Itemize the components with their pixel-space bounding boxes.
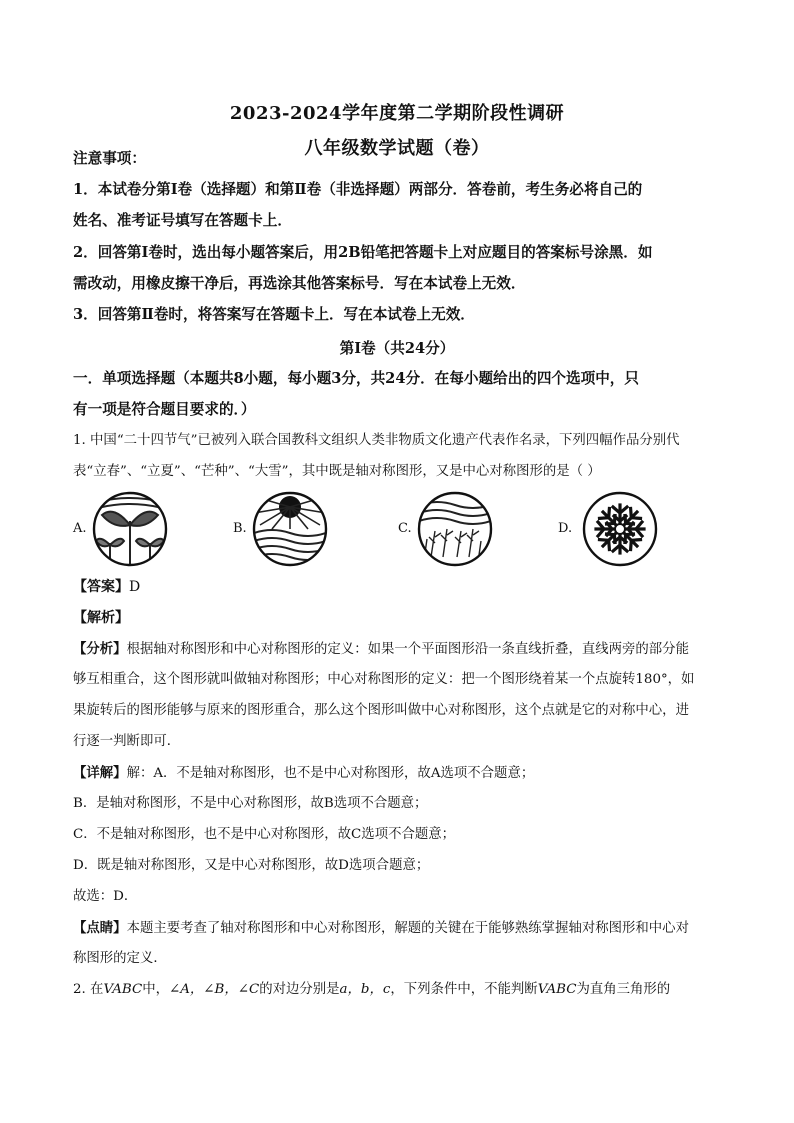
q2-sides: a，b，c [339,982,391,997]
q1-fenxi-line-4: 行逐一判断即可． [73,734,181,749]
q2-stem-line-1 [73,979,723,1001]
q1-xiangjie-line-4: D．既是轴对称图形，又是中心对称图形，故D选项合题意； [73,858,430,873]
analysis-tag: 【解析】 [73,610,129,626]
q1-answer [73,576,723,598]
q1-analysis-tag [73,607,723,629]
part-heading-line-2: 有一项是符合题目要求的．） [73,401,256,418]
q1-fenxi-line-1 [73,638,723,661]
option-b-figure [252,491,328,567]
answer-tag: 【答案】 [73,579,129,595]
q2-text-4: ，下列条件中，不能判断 [390,982,538,997]
q1-fenxi-line-3: 果旋转后的图形能够与原来的图形重合，那么这个图形叫做中心对称图形，这个点就是它的对称中心，进 [73,703,689,718]
option-c-label: C. [398,521,412,536]
q1-xiangjie-line-1 [73,762,723,785]
q1-xiangjie-line-3: C．不是轴对称图形，也不是中心对称图形，故C选项不合题意； [73,827,456,842]
fenxi-text-1: 根据轴对称图形和中心对称图形的定义：如果一个平面图形沿一条直线折叠，直线两旁的部分能 [126,642,689,657]
notice-item-3: 3．回答第Ⅱ卷时，将答案写在答题卡上．写在本试卷上无效． [73,306,475,323]
q2-text-5: 为直角三角形的 [576,982,671,997]
exam-title: 2023-2024学年度第二学期阶段性调研 [229,103,565,124]
option-c-figure [417,491,493,567]
notice-item-1-line-1: 1．本试卷分第Ⅰ卷（选择题）和第Ⅱ卷（非选择题）两部分．答卷前，考生务必将自己的 [73,181,643,198]
dianjing-tag: 【点睛】 [73,920,127,936]
notice-item-2-line-2: 需改动，用橡皮擦干净后，再选涂其他答案标号．写在本试卷上无效． [73,275,526,292]
answer-value: D [129,579,141,595]
dianjing-text-1: 本题主要考查了轴对称图形和中心对称图形，解题的关键在于能够熟练掌握轴对称图形和中心对 [126,921,689,936]
q2-triangle-symbol-2: VABC [537,982,577,997]
part-heading-line-1: 一．单项选择题（本题共8小题，每小题3分，共24分．在每小题给出的四个选项中，只 [73,370,639,387]
q1-xiangjie-line-2: B．是轴对称图形，不是中心对称图形，故B选项不合题意； [73,796,428,811]
exam-subtitle: 八年级数学试题（卷） [304,138,490,159]
q2-angles: ∠A，∠B，∠C [169,982,260,997]
option-a-figure [92,491,168,567]
q2-triangle-symbol: VABC [103,982,143,997]
option-a-label: A. [73,521,87,536]
q1-fenxi-line-2: 够互相重合，这个图形就叫做轴对称图形；中心对称图形的定义：把一个图形绕着某一个点旋转180°，如 [73,672,695,687]
option-b-label: B. [233,521,247,536]
option-d-figure [582,491,658,567]
q2-text-1: 2. 在 [73,982,104,997]
xiangjie-text-1: 解：A．不是轴对称图形，也不是中心对称图形，故A选项不合题意； [126,766,535,781]
q1-dianjing-line-1 [73,917,723,940]
q2-text-2: 中， [142,982,169,997]
fenxi-tag: 【分析】 [73,641,127,657]
section-title: 第Ⅰ卷（共24分） [339,340,455,357]
notice-item-2-line-1: 2．回答第Ⅰ卷时，选出每小题答案后，用2B铅笔把答题卡上对应题目的答案标号涂黑．如 [73,244,653,261]
q2-text-3: 的对边分别是 [259,982,340,997]
notice-item-1-line-2: 姓名、准考证号填写在答题卡上． [73,212,292,229]
option-d-label: D. [558,521,573,536]
q1-stem-line-2: 表“立春”、“立夏”、“芒种”、“大雪”，其中既是轴对称图形，又是中心对称图形的是（ ） [73,464,601,479]
notice-heading: 注意事项： [73,150,146,167]
xiangjie-tag: 【详解】 [73,765,127,781]
q1-stem-line-1: 1. 中国“二十四节气”已被列入联合国教科文组织人类非物质文化遗产代表作名录，下列四幅作品分别代 [73,433,680,448]
q1-xiangjie-line-5: 故选：D． [73,889,138,904]
q1-dianjing-line-2: 称图形的定义． [73,951,167,966]
